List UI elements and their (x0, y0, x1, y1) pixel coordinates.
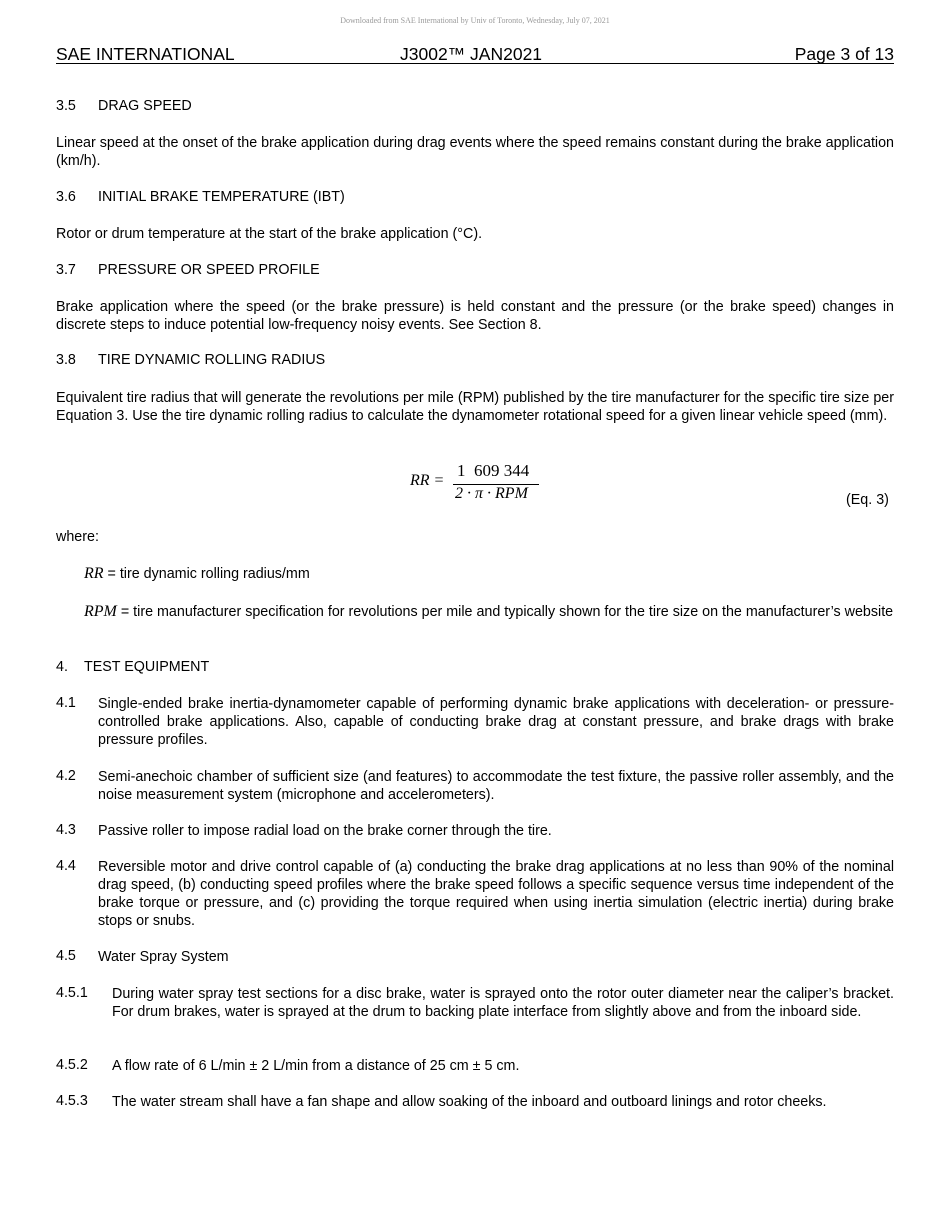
section-paragraph: Equivalent tire radius that will generate the revolutions per mile (RPM) published by the tire manufacturer for the specific tire size per Equation 3. Use the tire dynamic rolling radius to calculate the dynamometer rotational speed for a given linear vehicle speed (mm). (56, 390, 894, 424)
rpm-symbol: RPM (84, 603, 117, 620)
section-heading: DRAG SPEED (98, 98, 192, 114)
item-number: 4.3 (56, 822, 76, 838)
item-number: 4.5 (56, 948, 76, 964)
item-text: Water Spray System (98, 949, 229, 965)
section-number: 3.7 (56, 262, 76, 278)
section-heading: TIRE DYNAMIC ROLLING RADIUS (98, 352, 326, 368)
subitem-number: 4.5.3 (56, 1093, 88, 1109)
rr-symbol: RR (84, 565, 104, 582)
download-watermark: Downloaded from SAE International by Univ of Toronto, Wednesday, July 07, 2021 (340, 16, 610, 25)
item-text: Passive roller to impose radial load on the brake corner through the tire. (98, 823, 552, 839)
header-rule (56, 63, 894, 64)
item-number: 4.1 (56, 695, 76, 711)
equation-denominator: 2 · π · RPM (455, 485, 528, 502)
where-label: where: (56, 529, 99, 545)
equation-numerator: 1 609 344 (457, 461, 530, 480)
item-text: Semi-anechoic chamber of sufficient size (and features) to accommodate the test fixture, the passive roller assembly, and the noise measurement system (microphone and accelerometers). (98, 769, 894, 803)
section-number: 3.8 (56, 352, 76, 368)
section-heading: INITIAL BRAKE TEMPERATURE (IBT) (98, 189, 345, 205)
section-number: 3.6 (56, 189, 76, 205)
rpm-definition: = tire manufacturer specification for revolutions per mile and typically shown for the tire size on the manufacturer’s website (116, 604, 894, 620)
header-document-id: J3002™ JAN2021 (400, 44, 543, 64)
section-heading: TEST EQUIPMENT (84, 659, 210, 675)
subitem-number: 4.5.1 (56, 985, 88, 1001)
section-heading: PRESSURE OR SPEED PROFILE (98, 262, 320, 278)
section-paragraph: Linear speed at the onset of the brake application during drag events where the speed remains constant during the brake application (km/h). (56, 135, 894, 169)
header-page-number: Page 3 of 13 (794, 44, 894, 64)
definition-rpm (84, 603, 894, 621)
definition-rr (84, 565, 894, 583)
item-number: 4.4 (56, 858, 76, 874)
item-text: Single-ended brake inertia-dynamometer capable of performing dynamic brake applications with deceleration- or pressure-controlled brake applications. Also, capable of conducting brake drag at constant pressure, and brake drags with brake pressure profiles. (98, 696, 894, 748)
subitem-number: 4.5.2 (56, 1057, 88, 1073)
item-number: 4.2 (56, 768, 76, 784)
subitem-text: During water spray test sections for a disc brake, water is sprayed onto the rotor outer diameter near the caliper’s bracket. For drum brakes, water is sprayed at the drum to backing plate interface from slightly above and from the inboard side. (112, 986, 894, 1020)
header-organization: SAE INTERNATIONAL (56, 44, 235, 64)
rr-definition: = tire dynamic rolling radius/mm (103, 566, 310, 582)
section-paragraph: Rotor or drum temperature at the start of the brake application (°C). (56, 226, 483, 242)
section-number: 3.5 (56, 98, 76, 114)
section-paragraph: Brake application where the speed (or the brake pressure) is held constant and the pressure (or the brake speed) changes in discrete steps to induce potential low-frequency noisy events. See Section 8. (56, 299, 894, 333)
equation-lhs: RR = (410, 472, 445, 489)
section-number: 4. (56, 659, 68, 675)
equation-label: (Eq. 3) (846, 492, 889, 508)
subitem-text: The water stream shall have a fan shape and allow soaking of the inboard and outboard linings and rotor cheeks. (112, 1094, 827, 1110)
subitem-text: A flow rate of 6 L/min ± 2 L/min from a distance of 25 cm ± 5 cm. (112, 1058, 520, 1074)
item-text: Reversible motor and drive control capable of (a) conducting the brake drag applications at no less than 90% of the nominal drag speed, (b) conducting speed profiles where the brake speed follows a specific sequence versus time independent of the brake torque or pressure, and (c) providing the torque required when using inertia simulation (electric inertia) during brake stops or snubs. (98, 859, 894, 929)
